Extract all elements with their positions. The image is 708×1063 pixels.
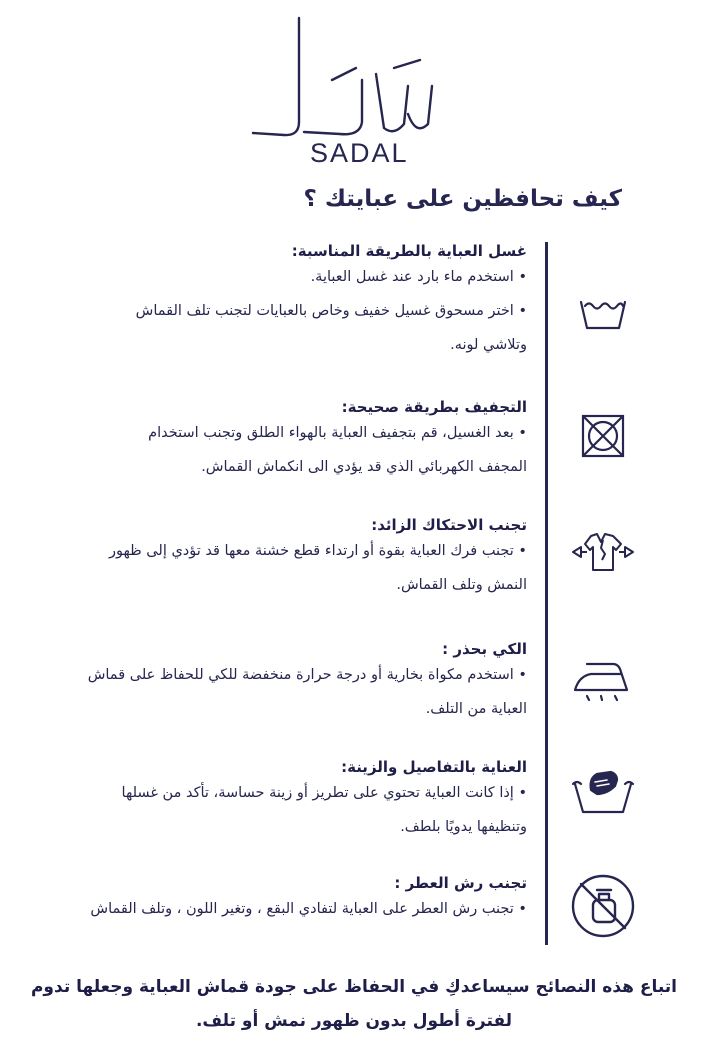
section-line: وتلاشي لونه. [450,337,527,353]
torn-garment-icon [567,516,639,588]
section-line: المجفف الكهربائي الذي قد يؤدي الى انكماش القماش. [201,459,527,475]
footer-note [20,970,688,1038]
section-drying [148,398,527,484]
arabic-logo-mark [244,14,454,144]
footer-line: اتباع هذه النصائح سيساعدكِ في الحفاظ على جودة قماش العباية وجعلها تدوم [30,977,678,997]
section-body [148,416,527,484]
section-line: • استخدم ماء بارد عند غسل العباية. [310,269,527,285]
section-title: تجنب الاحتكاك الزائد: [371,516,527,534]
section-line: وتنظيفها يدويًا بلطف. [400,819,527,835]
section-line: • إذا كانت العباية تحتوي على تطريز أو زينة حساسة، تأكد من غسلها [121,785,527,801]
no-perfume-icon [567,870,639,942]
section-body [122,776,527,844]
section-title: الكي بحذر : [442,640,527,658]
logo-latin-text: SADAL [310,138,409,168]
section-line: • بعد الغسيل، قم بتجفيف العباية بالهواء الطلق وتجنب استخدام [148,425,527,441]
no-tumble-dry-icon [567,400,639,472]
section-line: العباية من التلف. [425,701,527,717]
section-title: تجنب رش العطر : [394,874,527,892]
section-line: • تجنب رش العطر على العباية لتفادي البقع ، وتغير اللون ، وتلف القماش [90,901,527,917]
section-line: • استخدم مكواة بخارية أو درجة حرارة منخفضة للكي للحفاظ على قماش [87,667,527,683]
section-line: • اختر مسحوق غسيل خفيف وخاص بالعبايات لتجنب تلف القماش [135,303,527,319]
section-title: العناية بالتفاصيل والزينة: [341,758,527,776]
brand-logo [244,14,454,168]
vertical-divider [545,242,548,945]
page-title: كيف تحافظين على عبايتك ؟ [303,186,622,212]
wash-basin-icon [567,276,639,348]
section-line: • تجنب فرك العباية بقوة أو ارتداء قطع خشنة معها قد تؤدي إلى ظهور [108,543,527,559]
hand-wash-icon [567,756,639,828]
section-title: التجفيف بطريقة صحيحة: [341,398,527,416]
iron-icon [567,640,639,712]
section-perfume [90,874,527,926]
section-details [122,758,527,844]
section-body [136,260,527,362]
footer-line: لفترة أطول بدون ظهور نمش أو تلف. [195,1011,513,1031]
section-body [88,658,527,726]
section-ironing [88,640,527,726]
section-friction [109,516,527,602]
section-body [90,892,527,926]
section-body [109,534,527,602]
section-washing [136,242,527,362]
section-title: غسل العباية بالطريقة المناسبة: [291,242,527,260]
section-line: النمش وتلف القماش. [396,577,527,593]
